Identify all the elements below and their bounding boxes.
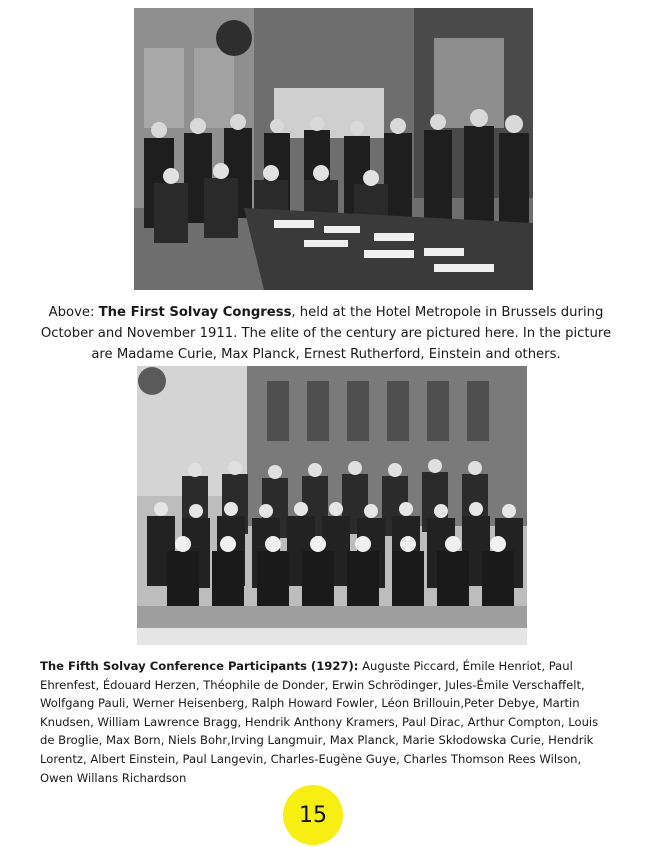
caption2-body: Auguste Piccard, Émile Henriot, Paul Ehrenfest, Édouard Herzen, Théophile de Donder, Erwin Schrödinger, Jules-Émile Verschaffelt, Wolfgang Pauli, Werner Heisenberg, Ralph Howard Fowler, Léon Brillouin,Peter Debye, Martin Knudsen, William Lawrence Bragg, Hendrik Anthony Kramers, Paul Dirac, Arthur Compton, Louis de Broglie, Max Born, Niels Bohr,Irving Langmuir, Max Planck, Marie Skłodowska Curie, Hendrik Lorentz, Albert Einstein, Paul Langevin, Charles-Eugène Guye, Charles Thomson Rees Wilson, Owen Willans Richardson (40, 659, 599, 785)
fifth-solvay-photo-graphic (137, 366, 527, 645)
page-number: 15 (299, 802, 327, 828)
first-solvay-photo-graphic (134, 8, 533, 290)
caption1-title: The First Solvay Congress (98, 305, 292, 320)
caption1-body: , held at the Hotel Metropole in Brussels during October and November 1911. The elite of the century are pictured here. In the picture are Madame Curie, Max Planck, Ernest Rutherford, Einstein and others. (40, 305, 612, 362)
first-solvay-photo (134, 8, 533, 290)
fifth-solvay-photo (137, 366, 527, 645)
page-number-badge (283, 785, 343, 845)
caption1-prefix: Above: (48, 305, 99, 320)
first-solvay-caption (30, 302, 622, 365)
caption2-title: The Fifth Solvay Conference Participants (1927): (40, 659, 359, 673)
fifth-solvay-caption (40, 657, 612, 787)
